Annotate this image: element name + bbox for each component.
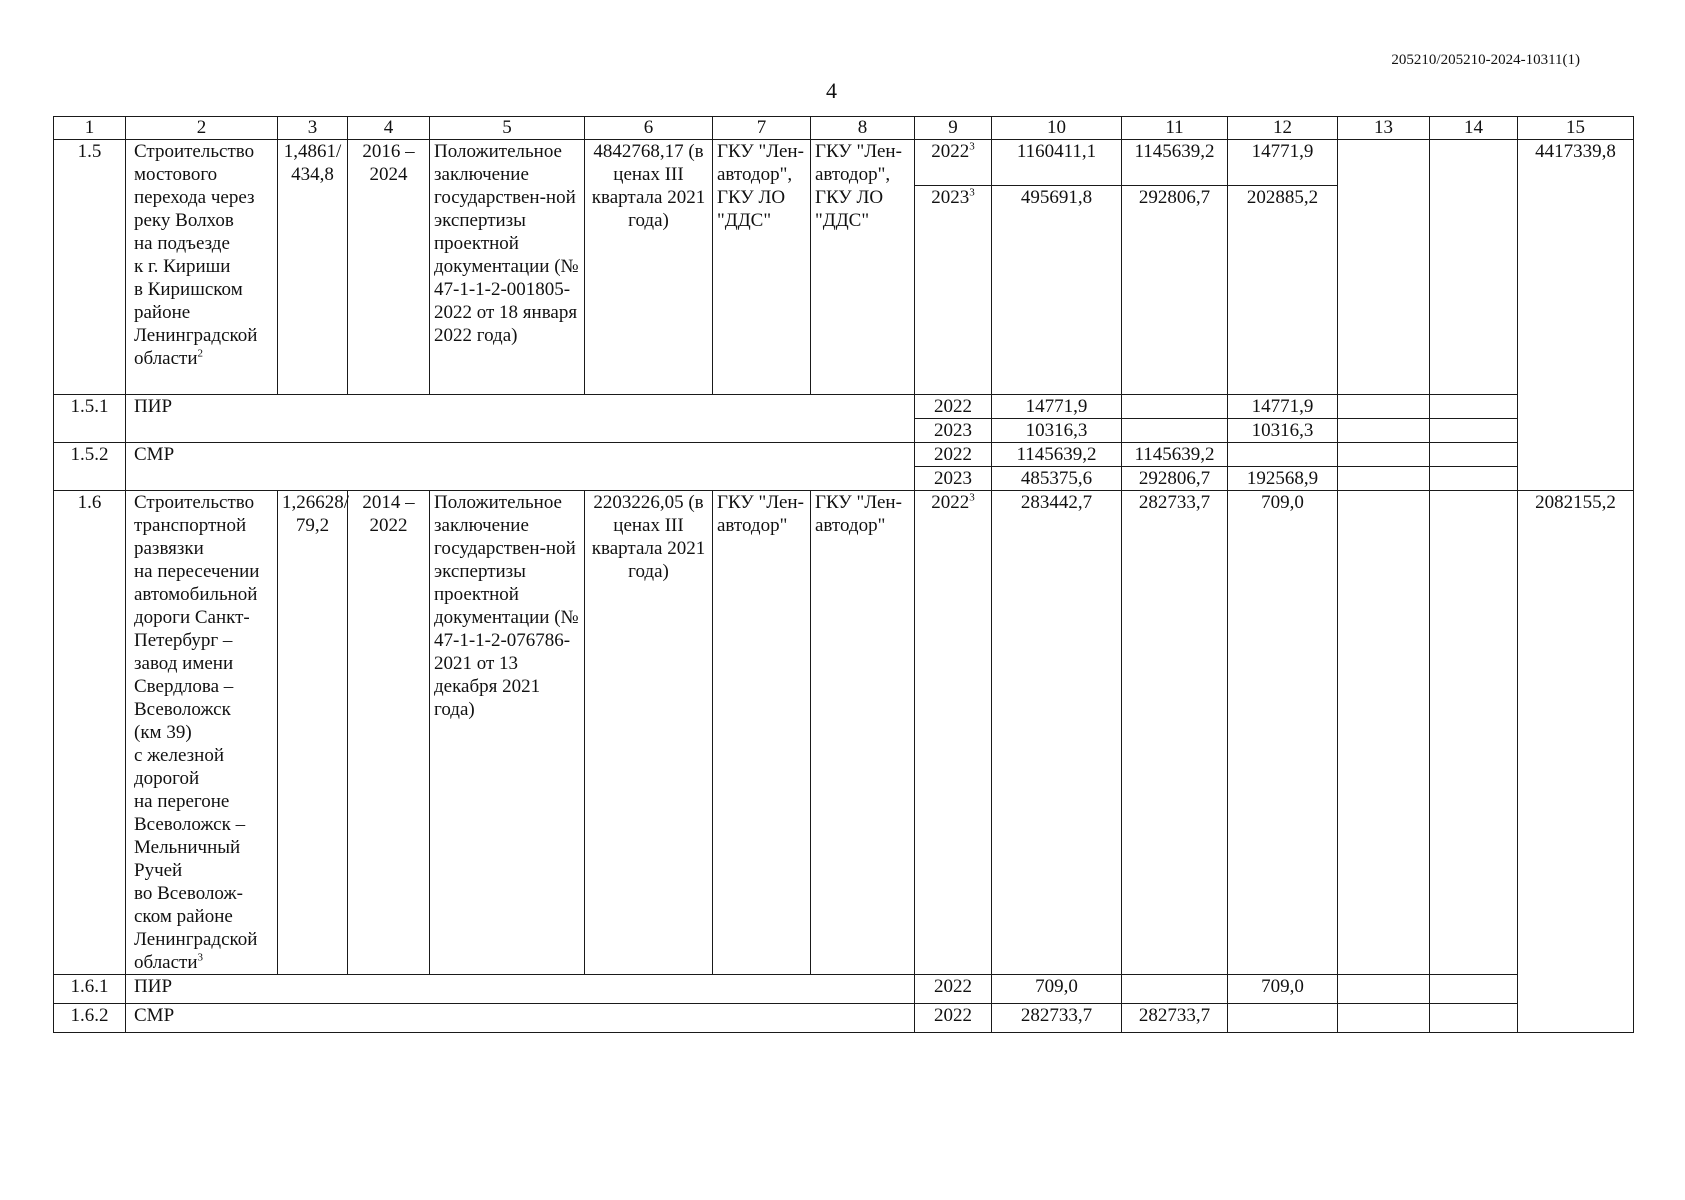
value-col10: 1145639,2: [992, 443, 1122, 467]
builder: ГКУ "Лен-автодор", ГКУ ЛО "ДДС": [811, 140, 915, 395]
capacity: 1,26628/ 79,2: [278, 491, 348, 975]
object-name-line: к г. Кириши: [134, 256, 231, 277]
table-row: [54, 975, 1634, 1004]
value-col10: 495691,8: [992, 186, 1122, 395]
value-col13: [1338, 467, 1430, 491]
object-name-line: районе: [134, 302, 191, 323]
estimated-cost: 4842768,17 (в ценах III квартала 2021 года): [585, 140, 713, 395]
footnote-mark: 3: [969, 186, 975, 199]
table-row: [54, 491, 1634, 975]
value-col11: 292806,7: [1122, 467, 1228, 491]
col-header: 2: [126, 117, 278, 140]
footnote-mark: 3: [197, 951, 204, 964]
value-col14: [1430, 467, 1518, 491]
year: 2022: [915, 1004, 992, 1033]
col-header: 7: [713, 117, 811, 140]
document-reference: 205210/205210-2024-10311(1): [1391, 52, 1580, 68]
value-col11: 282733,7: [1122, 491, 1228, 975]
value-col11: [1122, 395, 1228, 419]
object-name-line: автомобильной: [134, 584, 258, 605]
table-row: [54, 140, 1634, 186]
value-col10: 485375,6: [992, 467, 1122, 491]
object-name-line: Ленинградской: [134, 325, 258, 346]
footnote-mark: 3: [969, 140, 975, 153]
col-header: 8: [811, 117, 915, 140]
customer: ГКУ "Лен-автодор", ГКУ ЛО "ДДС": [713, 140, 811, 395]
table-row: [54, 395, 1634, 419]
value-col11: 292806,7: [1122, 186, 1228, 395]
footnote-mark: 2: [197, 347, 204, 360]
value-col14: [1430, 443, 1518, 467]
work-type: СМР: [126, 1004, 915, 1033]
expertise: Положительное заключение государствен-ной экспертизы проектной документации (№ 47-1-1-2-001805-2022 от 18 января 2022 года): [430, 140, 585, 395]
object-name-line: Ленинградской: [134, 929, 258, 950]
value-col10: 1160411,1: [992, 140, 1122, 186]
value-col12: 709,0: [1228, 491, 1338, 975]
col-header: 15: [1518, 117, 1634, 140]
object-name-line: Строительство: [134, 141, 255, 162]
object-name: [126, 491, 278, 975]
col-header: 10: [992, 117, 1122, 140]
object-name-line: транспортной: [134, 515, 247, 536]
year-value: 2022: [931, 141, 970, 162]
object-name-line: области: [134, 348, 198, 369]
object-name-line: Строительство: [134, 492, 255, 513]
row-number: 1.5: [54, 140, 126, 395]
table-row: [54, 443, 1634, 467]
object-name-line: перехода через: [134, 187, 255, 208]
value-col13: [1338, 975, 1430, 1004]
value-col12: [1228, 1004, 1338, 1033]
column-number-row: [54, 117, 1634, 140]
value-col13: [1338, 1004, 1430, 1033]
value-col14: [1430, 491, 1518, 975]
year: 2022: [915, 975, 992, 1004]
col-header: 1: [54, 117, 126, 140]
value-col10: 283442,7: [992, 491, 1122, 975]
object-name-line: мостового: [134, 164, 218, 185]
year-value: 2023: [931, 187, 970, 208]
object-name-line: развязки: [134, 538, 204, 559]
object-name-line: Петербург –: [134, 630, 233, 651]
row-number: 1.5.1: [54, 395, 126, 443]
builder: ГКУ "Лен-автодор": [811, 491, 915, 975]
object-name-line: с железной: [134, 745, 224, 766]
row-number: 1.6.2: [54, 1004, 126, 1033]
row-number: 1.6.1: [54, 975, 126, 1004]
object-name-line: на подъезде: [134, 233, 230, 254]
table-row: [54, 1004, 1634, 1033]
year-value: 2022: [931, 492, 970, 513]
object-name-line: реку Волхов: [134, 210, 234, 231]
object-name: [126, 140, 278, 395]
year: 2023: [915, 419, 992, 443]
work-type: ПИР: [126, 395, 915, 443]
col-header: 13: [1338, 117, 1430, 140]
object-name-line: ском районе: [134, 906, 233, 927]
value-col13: [1338, 395, 1430, 419]
value-col12: 14771,9: [1228, 395, 1338, 419]
object-name-line: дорогой: [134, 768, 200, 789]
footnote-mark: 3: [969, 491, 975, 504]
work-type: ПИР: [126, 975, 915, 1004]
year: [915, 140, 992, 186]
col-header: 14: [1430, 117, 1518, 140]
col-header: 4: [348, 117, 430, 140]
object-name-line: завод имени: [134, 653, 234, 674]
value-col11: [1122, 419, 1228, 443]
col-header: 9: [915, 117, 992, 140]
object-name-line: (км 39): [134, 722, 192, 743]
value-col12: 192568,9: [1228, 467, 1338, 491]
period: 2014 – 2022: [348, 491, 430, 975]
value-col10: 10316,3: [992, 419, 1122, 443]
col-header: 11: [1122, 117, 1228, 140]
work-type: СМР: [126, 443, 915, 491]
page-number: 4: [826, 78, 837, 103]
col-header: 12: [1228, 117, 1338, 140]
value-col13: [1338, 419, 1430, 443]
value-col10: 282733,7: [992, 1004, 1122, 1033]
object-name-line: Свердлова –: [134, 676, 234, 697]
value-col14: [1430, 975, 1518, 1004]
object-name-line: на пересечении: [134, 561, 260, 582]
year: [915, 491, 992, 975]
value-col14: [1430, 1004, 1518, 1033]
year: 2022: [915, 395, 992, 419]
value-col12: 14771,9: [1228, 140, 1338, 186]
period: 2016 – 2024: [348, 140, 430, 395]
value-col13: [1338, 443, 1430, 467]
value-col15: 2082155,2: [1518, 491, 1634, 1033]
customer: ГКУ "Лен-автодор": [713, 491, 811, 975]
value-col12: 202885,2: [1228, 186, 1338, 395]
col-header: 3: [278, 117, 348, 140]
capacity: 1,4861/ 434,8: [278, 140, 348, 395]
row-number: 1.6: [54, 491, 126, 975]
value-col12: 10316,3: [1228, 419, 1338, 443]
value-col12: [1228, 443, 1338, 467]
object-name-line: Всеволожск –: [134, 814, 246, 835]
value-col11: [1122, 975, 1228, 1004]
estimated-cost: 2203226,05 (в ценах III квартала 2021 года): [585, 491, 713, 975]
expertise: Положительное заключение государствен-ной экспертизы проектной документации (№ 47-1-1-2-076786-2021 от 13 декабря 2021 года): [430, 491, 585, 975]
value-col14: [1430, 395, 1518, 419]
object-name-line: дороги Санкт-: [134, 607, 250, 628]
year: 2023: [915, 467, 992, 491]
year: [915, 186, 992, 395]
value-col11: 1145639,2: [1122, 140, 1228, 186]
value-col11: 282733,7: [1122, 1004, 1228, 1033]
object-name-line: на перегоне: [134, 791, 230, 812]
value-col14: [1430, 140, 1518, 395]
investment-table: [53, 116, 1634, 1033]
value-col10: 709,0: [992, 975, 1122, 1004]
object-name-line: во Всеволож-: [134, 883, 243, 904]
value-col13: [1338, 491, 1430, 975]
object-name-line: области: [134, 952, 198, 973]
col-header: 6: [585, 117, 713, 140]
value-col13: [1338, 140, 1430, 395]
value-col15: 4417339,8: [1518, 140, 1634, 491]
col-header: 5: [430, 117, 585, 140]
year: 2022: [915, 443, 992, 467]
object-name-line: в Киришском: [134, 279, 243, 300]
value-col10: 14771,9: [992, 395, 1122, 419]
object-name-line: Всеволожск: [134, 699, 231, 720]
value-col12: 709,0: [1228, 975, 1338, 1004]
row-number: 1.5.2: [54, 443, 126, 491]
value-col11: 1145639,2: [1122, 443, 1228, 467]
object-name-line: Мельничный: [134, 837, 241, 858]
object-name-line: Ручей: [134, 860, 183, 881]
value-col14: [1430, 419, 1518, 443]
